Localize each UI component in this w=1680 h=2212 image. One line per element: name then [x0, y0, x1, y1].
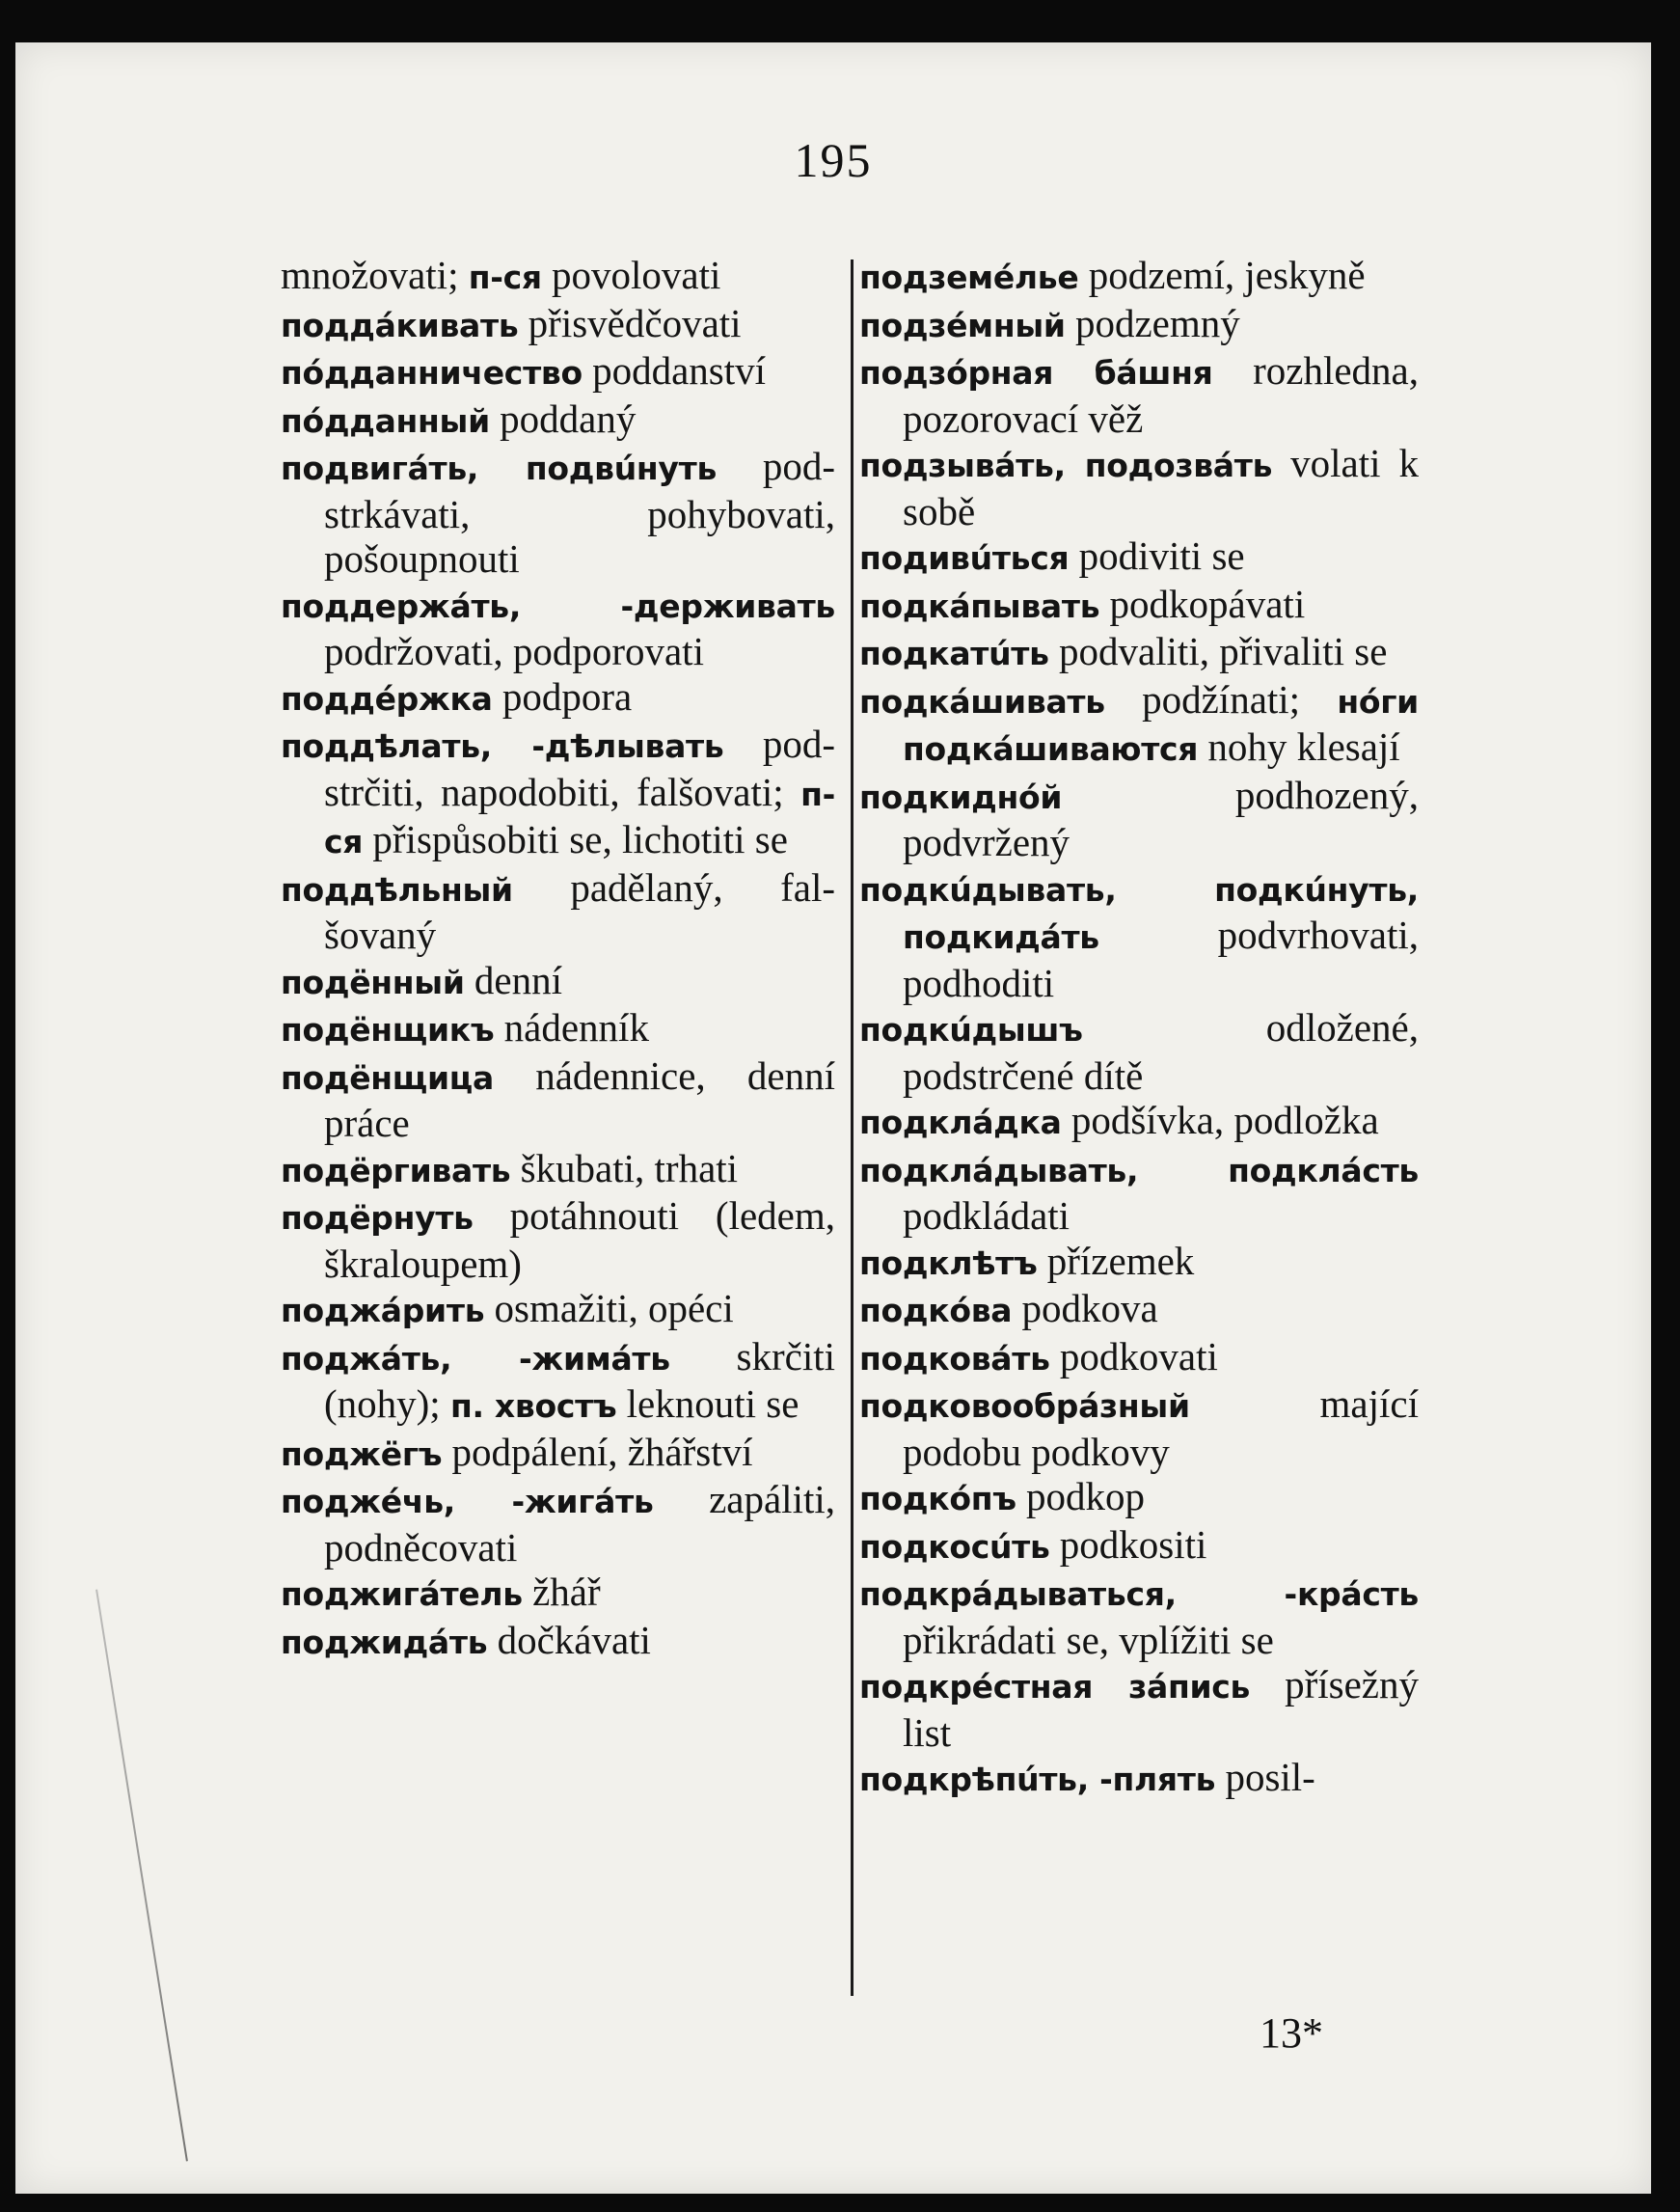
dictionary-entry [281, 1005, 835, 1053]
entry-definition: nádennice, denní práce [324, 1052, 835, 1145]
right-column [859, 253, 1419, 1803]
entry-phrase-definition: povolovati [541, 253, 721, 297]
entry-headword: подкрѣпúть, -плять [859, 1761, 1216, 1798]
entry-definition: podkositi [1049, 1521, 1207, 1567]
dictionary-entry [281, 253, 835, 301]
dictionary-entry [281, 1286, 835, 1334]
signature-mark: 13* [1260, 2009, 1323, 2057]
entry-phrase: п-ся [468, 259, 542, 296]
dictionary-entry [859, 1570, 1419, 1662]
entry-headword: подкóпъ [859, 1480, 1016, 1517]
dictionary-entry [281, 1193, 835, 1286]
dictionary-entry [859, 301, 1419, 349]
entry-definition: podkopávati [1099, 581, 1306, 626]
dictionary-entry [281, 301, 835, 349]
entry-headword: подкрéстная зáпись [859, 1668, 1251, 1706]
dictionary-entry [859, 1005, 1419, 1098]
entry-definition: škubati, trhati [510, 1145, 739, 1190]
entry-definition: přízemek [1037, 1238, 1195, 1283]
dictionary-entry [859, 865, 1419, 1006]
entry-headword: подкáшивать [859, 682, 1105, 721]
entry-headword: подкúдышъ [859, 1011, 1083, 1049]
entry-headword: поджидáть [281, 1623, 488, 1661]
paper-crease [95, 1590, 188, 2162]
dictionary-entry [859, 1334, 1419, 1382]
entry-definition: mající podobu podkovy [903, 1381, 1419, 1474]
entry-headword: подкрáдываться, -крáсть [859, 1575, 1419, 1613]
entry-headword: подклáдывать, подклáсть [859, 1151, 1419, 1189]
entry-definition: podhozený, podvržený [903, 772, 1419, 864]
entry-headword: подкóва [859, 1292, 1013, 1329]
entry-headword: подкúдывать, подкúнуть, подкидáть [859, 870, 1419, 956]
entry-definition: podkova [1012, 1286, 1158, 1330]
entry-definition: dočkávati [487, 1617, 651, 1662]
entry-phrase: п-ся [324, 775, 835, 860]
entry-headword: подклáдка [859, 1104, 1062, 1141]
entry-definition: podržovati, podporovati [324, 629, 704, 673]
book-page [15, 42, 1651, 2194]
entry-headword: подвигáть, подвúнуть [281, 450, 718, 487]
dictionary-entry [281, 722, 835, 865]
entry-definition: padělaný, falšovaný [324, 864, 835, 957]
entry-definition: podzemný [1065, 300, 1240, 345]
entry-headword: подкатúть [859, 635, 1049, 672]
entry-headword: поддержáть, -держивать [281, 587, 835, 625]
entry-headword: подковообрáзный [859, 1387, 1190, 1425]
entry-headword: поддéржка [281, 679, 493, 718]
dictionary-entry [859, 1146, 1419, 1239]
entry-headword: поддѣлать, -дѣлывать [281, 727, 724, 765]
entry-headword: поджéчь, -жигáть [281, 1483, 654, 1520]
entry-headword: пóдданный [281, 401, 490, 440]
dictionary-entry [859, 677, 1419, 773]
entry-headword: подзывáть, подозвáть [859, 447, 1273, 484]
dictionary-entry [281, 1053, 835, 1146]
dictionary-entry [281, 348, 835, 396]
entry-definition: přikrádati se, vplížiti se [903, 1617, 1274, 1662]
page-number: 195 [794, 133, 873, 187]
dictionary-entry [281, 1334, 835, 1430]
entry-definition: podvrhovati, podhoditi [903, 913, 1419, 1005]
entry-definition: podžínati; [1104, 676, 1338, 722]
dictionary-entry [859, 348, 1419, 441]
entry-definition: podiviti se [1069, 533, 1245, 578]
dictionary-entry [859, 1286, 1419, 1334]
dictionary-entry [281, 582, 835, 674]
entry-definition: podšívka, podložka [1061, 1098, 1379, 1142]
entry-headword: поддѣльный [281, 870, 513, 909]
entry-headword: подкáпывать [859, 587, 1100, 625]
entry-headword: подёнщикъ [281, 1011, 495, 1049]
entry-definition: rozhledna, pozorovací věž [903, 348, 1420, 441]
entry-definition: podvaliti, přivaliti se [1048, 629, 1388, 673]
entry-headword: подкосúть [859, 1527, 1050, 1566]
dictionary-entry [859, 1522, 1419, 1570]
entry-definition: množovati; [281, 253, 469, 297]
column-divider [851, 259, 854, 1996]
dictionary-entry [859, 1381, 1419, 1474]
dictionary-entry [859, 253, 1419, 301]
dictionary-entry [859, 1098, 1419, 1146]
dictionary-entry [859, 629, 1419, 677]
entry-definition: podstrčiti, napodobiti, falšovati; [324, 722, 835, 814]
entry-headword: подковáть [859, 1339, 1050, 1378]
entry-headword: подзóрная бáшня [859, 354, 1213, 392]
entry-definition: přísežný list [903, 1662, 1419, 1755]
entry-headword: поджигáтель [281, 1575, 523, 1613]
entry-headword: подзéмный [859, 306, 1066, 344]
dictionary-entry [859, 533, 1419, 582]
entry-headword: подёрнуть [281, 1199, 474, 1237]
entry-definition: volati k sobě [903, 441, 1419, 533]
dictionary-entry [859, 582, 1419, 630]
dictionary-entry [281, 1430, 835, 1478]
entry-definition: podzemí, jeskyně [1078, 253, 1366, 297]
entry-definition: přisvědčovati [518, 300, 742, 345]
entry-headword: поджáрить [281, 1292, 485, 1329]
dictionary-entry [281, 674, 835, 723]
entry-headword: подклѣтъ [859, 1243, 1038, 1282]
dictionary-entry [281, 1146, 835, 1194]
dictionary-entry [281, 1477, 835, 1570]
entry-headword: поджáть, -жимáть [281, 1339, 670, 1378]
entry-headword: пóдданничество [281, 354, 583, 392]
dictionary-entry [859, 1662, 1419, 1755]
entry-definition: podkovati [1049, 1333, 1218, 1379]
dictionary-entry [859, 1474, 1419, 1522]
entry-definition: potáhnouti (ledem, škraloupem) [324, 1193, 835, 1286]
entry-headword: поддáкивать [281, 306, 519, 344]
entry-definition: osmažiti, opéci [484, 1286, 734, 1330]
entry-definition: zapáliti, podněcovati [324, 1477, 835, 1570]
dictionary-entry [281, 958, 835, 1006]
entry-definition: odložené, podstrčené dítě [903, 1005, 1419, 1098]
dictionary-entry [859, 1755, 1419, 1803]
entry-definition: denní [464, 957, 563, 1002]
dictionary-entry [281, 444, 835, 582]
entry-headword: подёргивать [281, 1151, 511, 1189]
entry-definition: podstrkávati, pohybovati, pošoupnouti [324, 444, 835, 581]
entry-headword: поджёгъ [281, 1434, 443, 1473]
dictionary-entry [281, 865, 835, 958]
left-column [281, 253, 835, 1665]
entry-phrase: п. хвостъ [449, 1387, 617, 1425]
entry-headword: подивúться [859, 539, 1070, 577]
dictionary-entry [859, 773, 1419, 865]
entry-headword: подземéлье [859, 259, 1079, 296]
entry-definition: skrčiti (nohy); [324, 1333, 836, 1426]
entry-definition: podpálení, žhářství [442, 1429, 753, 1474]
entry-definition: poddanství [582, 348, 767, 393]
entry-definition: podpora [492, 673, 633, 719]
entry-definition: podkládati [903, 1193, 1070, 1238]
entry-definition: nádenník [494, 1005, 649, 1050]
entry-definition: posil- [1215, 1755, 1315, 1799]
dictionary-entry [859, 1239, 1419, 1287]
entry-headword: подёнщица [281, 1058, 494, 1097]
entry-phrase-definition: leknouti se [616, 1381, 799, 1426]
entry-phrase-definition: nohy klesají [1198, 724, 1400, 769]
entry-headword: подкиднóй [859, 778, 1063, 816]
entry-phrase-definition: přispůsobiti se, lichotiti se [363, 817, 788, 861]
entry-definition: podkop [1016, 1474, 1145, 1518]
entry-definition: poddaný [489, 396, 637, 441]
entry-phrase: нóги подкáшиваются [903, 682, 1419, 768]
entry-headword: подённый [281, 963, 465, 1001]
dictionary-entry [859, 441, 1419, 533]
entry-definition: žhář [522, 1570, 601, 1614]
dictionary-entry [281, 396, 835, 445]
dictionary-entry [281, 1570, 835, 1618]
dictionary-entry [281, 1618, 835, 1666]
